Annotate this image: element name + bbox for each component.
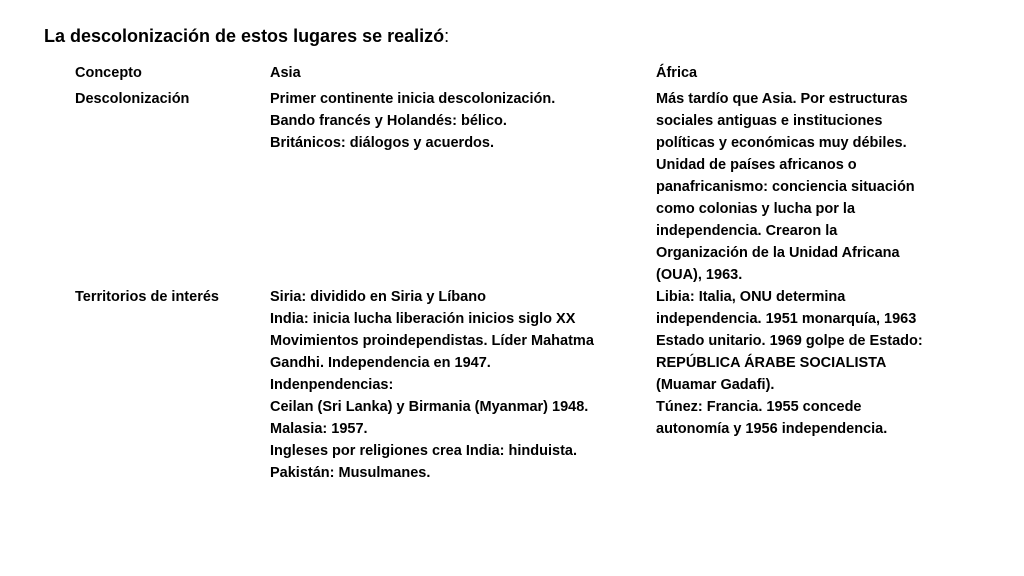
header-concepto: Concepto	[75, 65, 142, 81]
africa-cell	[656, 88, 956, 286]
africa-line: Libia: Italia, ONU determina	[656, 289, 846, 305]
africa-line: independencia. Crearon la	[656, 223, 838, 239]
africa-line: Túnez: Francia. 1955 concede	[656, 399, 862, 415]
asia-cell	[270, 88, 656, 154]
africa-line: REPÚBLICA ÁRABE SOCIALISTA	[656, 355, 887, 371]
asia-line: Primer continente inicia descolonización.	[270, 91, 556, 107]
africa-line: Unidad de países africanos o	[656, 157, 857, 173]
africa-line: políticas y económicas muy débiles.	[656, 135, 907, 151]
africa-line: (Muamar Gadafi).	[656, 377, 775, 393]
page-title-colon: :	[444, 26, 450, 46]
asia-line: Británicos: diálogos y acuerdos.	[270, 135, 494, 151]
asia-line: Movimientos proindependistas. Líder Mahatma	[270, 333, 594, 349]
asia-line: Gandhi. Independencia en 1947.	[270, 355, 491, 371]
row-concept: Territorios de interés	[75, 289, 219, 305]
asia-line: Ceilan (Sri Lanka) y Birmania (Myanmar) 1948.	[270, 399, 589, 415]
page-title	[44, 25, 449, 47]
asia-line: Siria: dividido en Siria y Líbano	[270, 289, 486, 305]
asia-line: Pakistán: Musulmanes.	[270, 465, 431, 481]
africa-line: Organización de la Unidad Africana	[656, 245, 900, 261]
asia-line: India: inicia lucha liberación inicios siglo XX	[270, 311, 576, 327]
africa-line: como colonias y lucha por la	[656, 201, 856, 217]
asia-cell	[270, 286, 656, 484]
asia-line: Bando francés y Holandés: bélico.	[270, 113, 507, 129]
asia-line: Indenpendencias:	[270, 377, 394, 393]
africa-cell	[656, 286, 956, 440]
africa-line: Estado unitario. 1969 golpe de Estado:	[656, 333, 923, 349]
africa-line: panafricanismo: conciencia situación	[656, 179, 915, 195]
africa-line: Más tardío que Asia. Por estructuras	[656, 91, 908, 107]
page-title-text: La descolonización de estos lugares se realizó	[44, 26, 445, 46]
table-row-territorios	[75, 286, 975, 484]
asia-line: Ingleses por religiones crea India: hinduista.	[270, 443, 577, 459]
africa-line: independencia. 1951 monarquía, 1963	[656, 311, 917, 327]
row-concept: Descolonización	[75, 91, 190, 107]
decolonization-table	[75, 62, 975, 484]
asia-line: Malasia: 1957.	[270, 421, 368, 437]
table-header-row	[75, 62, 975, 84]
africa-line: sociales antiguas e instituciones	[656, 113, 883, 129]
africa-line: (OUA), 1963.	[656, 267, 743, 283]
header-asia: Asia	[270, 65, 301, 81]
africa-line: autonomía y 1956 independencia.	[656, 421, 888, 437]
table-row-descolonizacion	[75, 88, 975, 286]
header-africa: África	[656, 65, 698, 81]
